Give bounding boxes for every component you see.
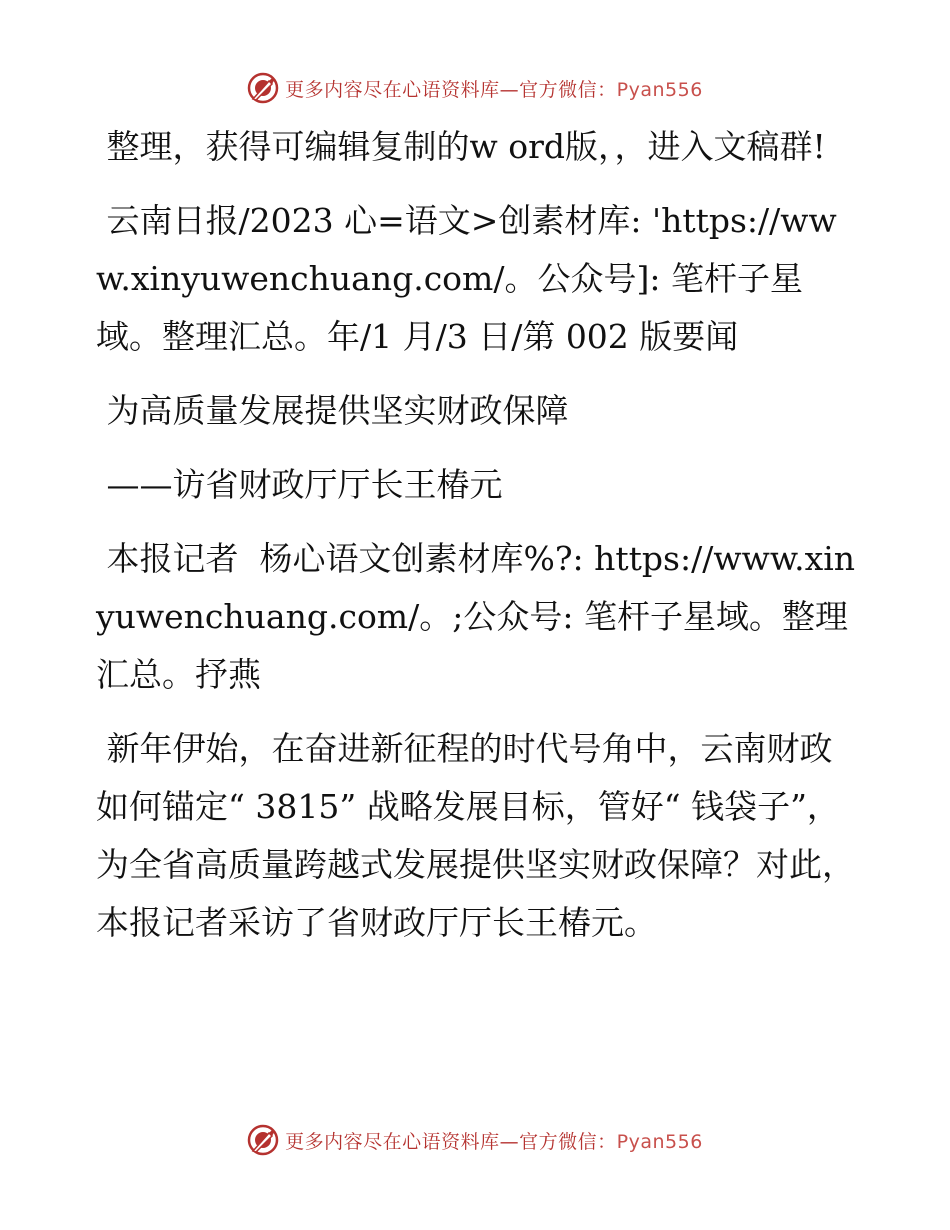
pen-logo-icon (247, 1124, 279, 1156)
banner-text: 更多内容尽在心语资料库—官方微信： (285, 78, 617, 101)
paragraph-2: 云南日报/2023 心=语文>创素材库: 'https://www.xinyuwenchuang.com/。公众号]: 笔杆子星域。整理汇总。年/1 月/3 日/第 002 版要闻 (96, 201, 837, 356)
header-banner (0, 68, 950, 108)
byline: 本报记者 杨心语文创素材库%?: https://www.xinyuwenchuang.com/。;公众号: 笔杆子星域。整理汇总。抒燕 (96, 539, 856, 694)
banner-wechat-id: Pyan556 (616, 1130, 703, 1153)
article-subtitle: ——访省财政厅厅长王椿元 (96, 465, 503, 504)
banner-wechat-id: Pyan556 (616, 78, 703, 101)
paragraph-1: 整理，获得可编辑复制的w ord版，，进入文稿群! (96, 127, 826, 166)
banner-text: 更多内容尽在心语资料库—官方微信： (285, 1130, 617, 1153)
document-body (96, 118, 856, 952)
article-title: 为高质量发展提供坚实财政保障 (96, 391, 569, 430)
paragraph-body: 新年伊始，在奋进新征程的时代号角中，云南财政如何锚定“ 3815” 战略发展目标，管好“ 钱袋子”，为全省高质量跨越式发展提供坚实财政保障？对此，本报记者采访了省财政厅厅长王椿元。 (96, 729, 855, 942)
pen-logo-icon (247, 72, 279, 104)
footer-banner (0, 1120, 950, 1160)
